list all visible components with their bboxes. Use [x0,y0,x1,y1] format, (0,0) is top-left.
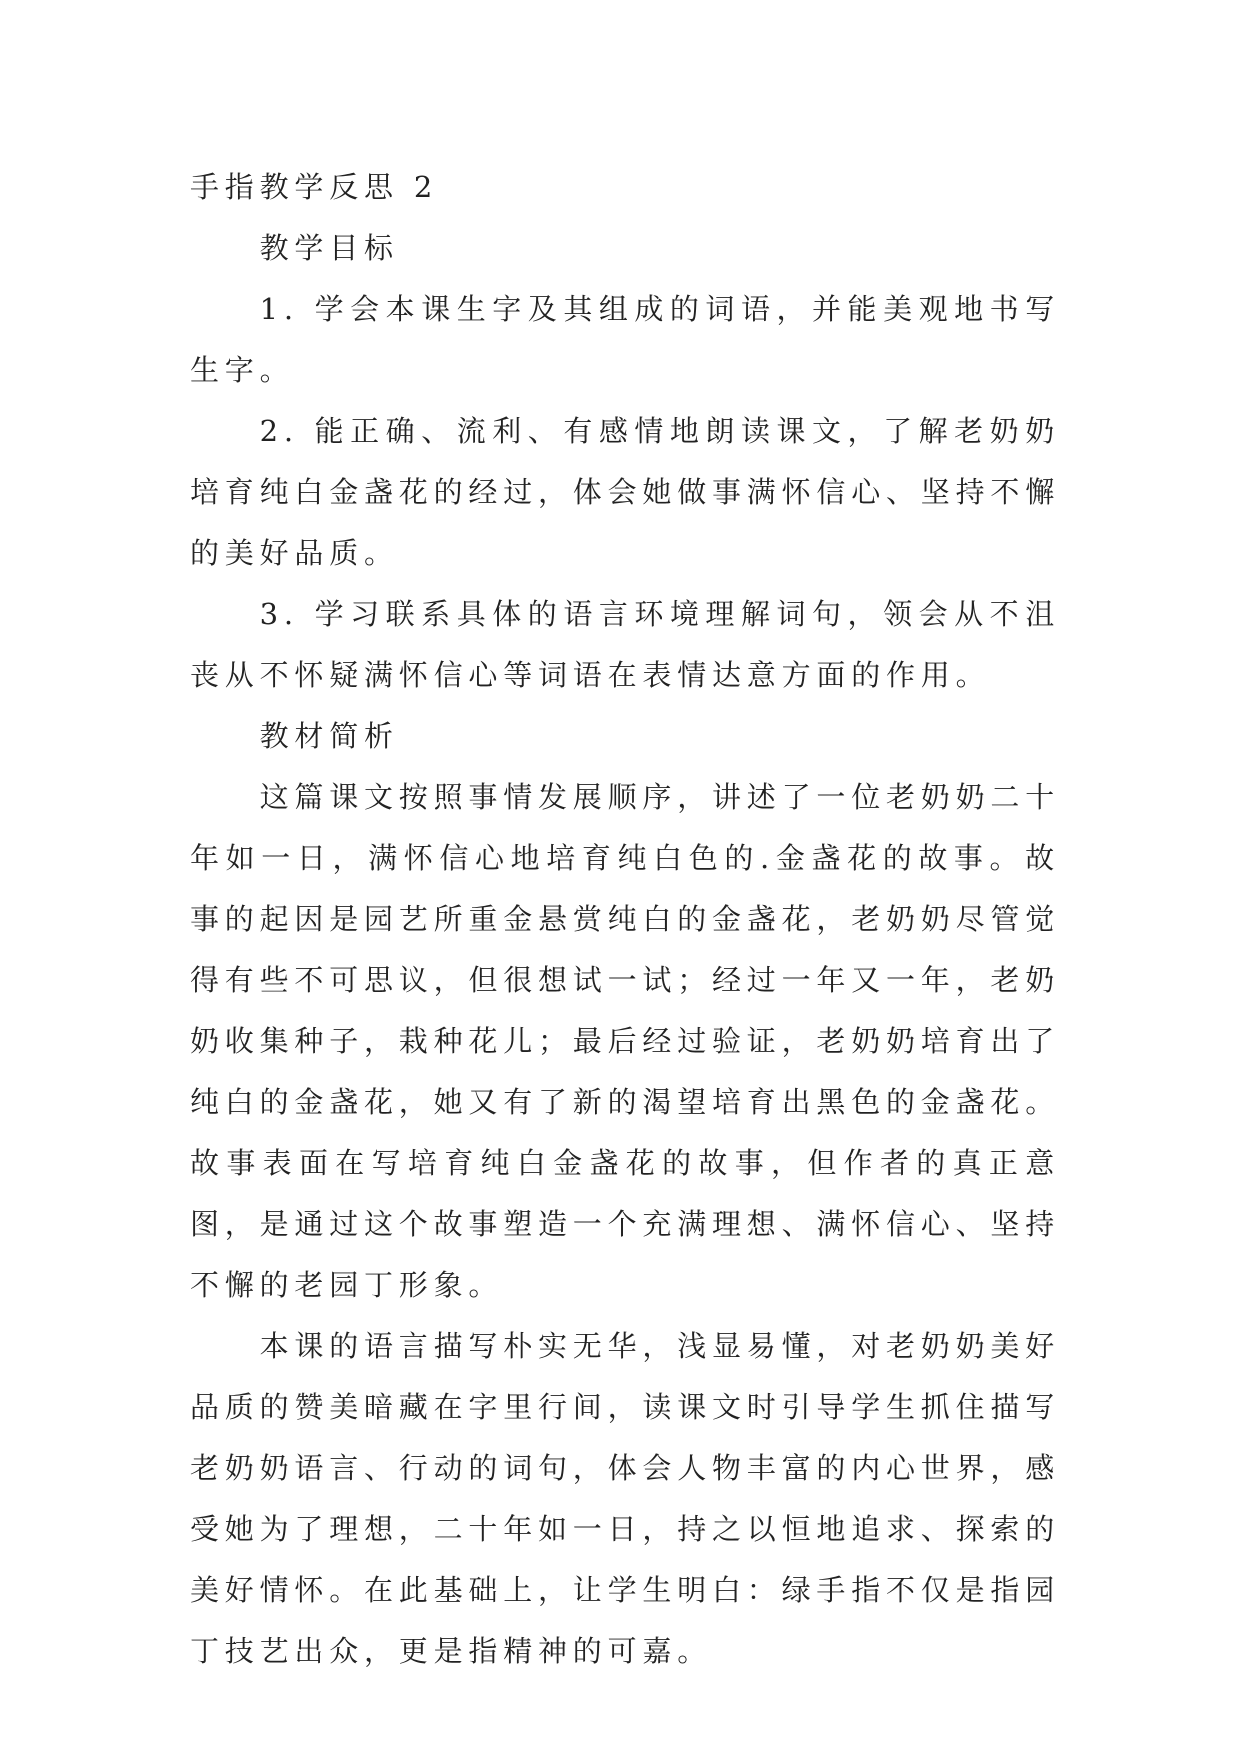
goal-item-3: 3. 学习联系具体的语言环境理解词句，领会从不沮丧从不怀疑满怀信心等词语在表情达意方面的作用。 [190,597,1060,692]
section-heading-goals: 教学目标 [259,231,399,265]
section-heading-analysis: 教材简析 [259,719,399,753]
goal-item-2: 2. 能正确、流利、有感情地朗读课文，了解老奶奶培育纯白金盏花的经过，体会她做事满怀信心、坚持不懈的美好品质。 [190,414,1061,570]
document-body [190,157,1060,1682]
goal-item-1: 1. 学会本课生字及其组成的词语，并能美观地书写生字。 [190,292,1060,387]
document-title: 手指教学反思 2 [190,170,439,204]
analysis-paragraph-1: 这篇课文按照事情发展顺序，讲述了一位老奶奶二十年如一日，满怀信心地培育纯白色的.金盏花的故事。故事的起因是园艺所重金悬赏纯白的金盏花，老奶奶尽管觉得有些不可思议，但很想试一试；经过一年又一年，老奶奶收集种子，栽种花儿；最后经过验证，老奶奶培育出了纯白的金盏花，她又有了新的渴望培育出黑色的金盏花。故事表面在写培育纯白金盏花的故事，但作者的真正意图，是通过这个故事塑造一个充满理想、满怀信心、坚持不懈的老园丁形象。 [190,780,1061,1302]
analysis-paragraph-2: 本课的语言描写朴实无华，浅显易懂，对老奶奶美好品质的赞美暗藏在字里行间，读课文时引导学生抓住描写老奶奶语言、行动的词句，体会人物丰富的内心世界，感受她为了理想，二十年如一日，持之以恒地追求、探索的美好情怀。在此基础上，让学生明白：绿手指不仅是指园丁技艺出众，更是指精神的可嘉。 [190,1329,1061,1668]
